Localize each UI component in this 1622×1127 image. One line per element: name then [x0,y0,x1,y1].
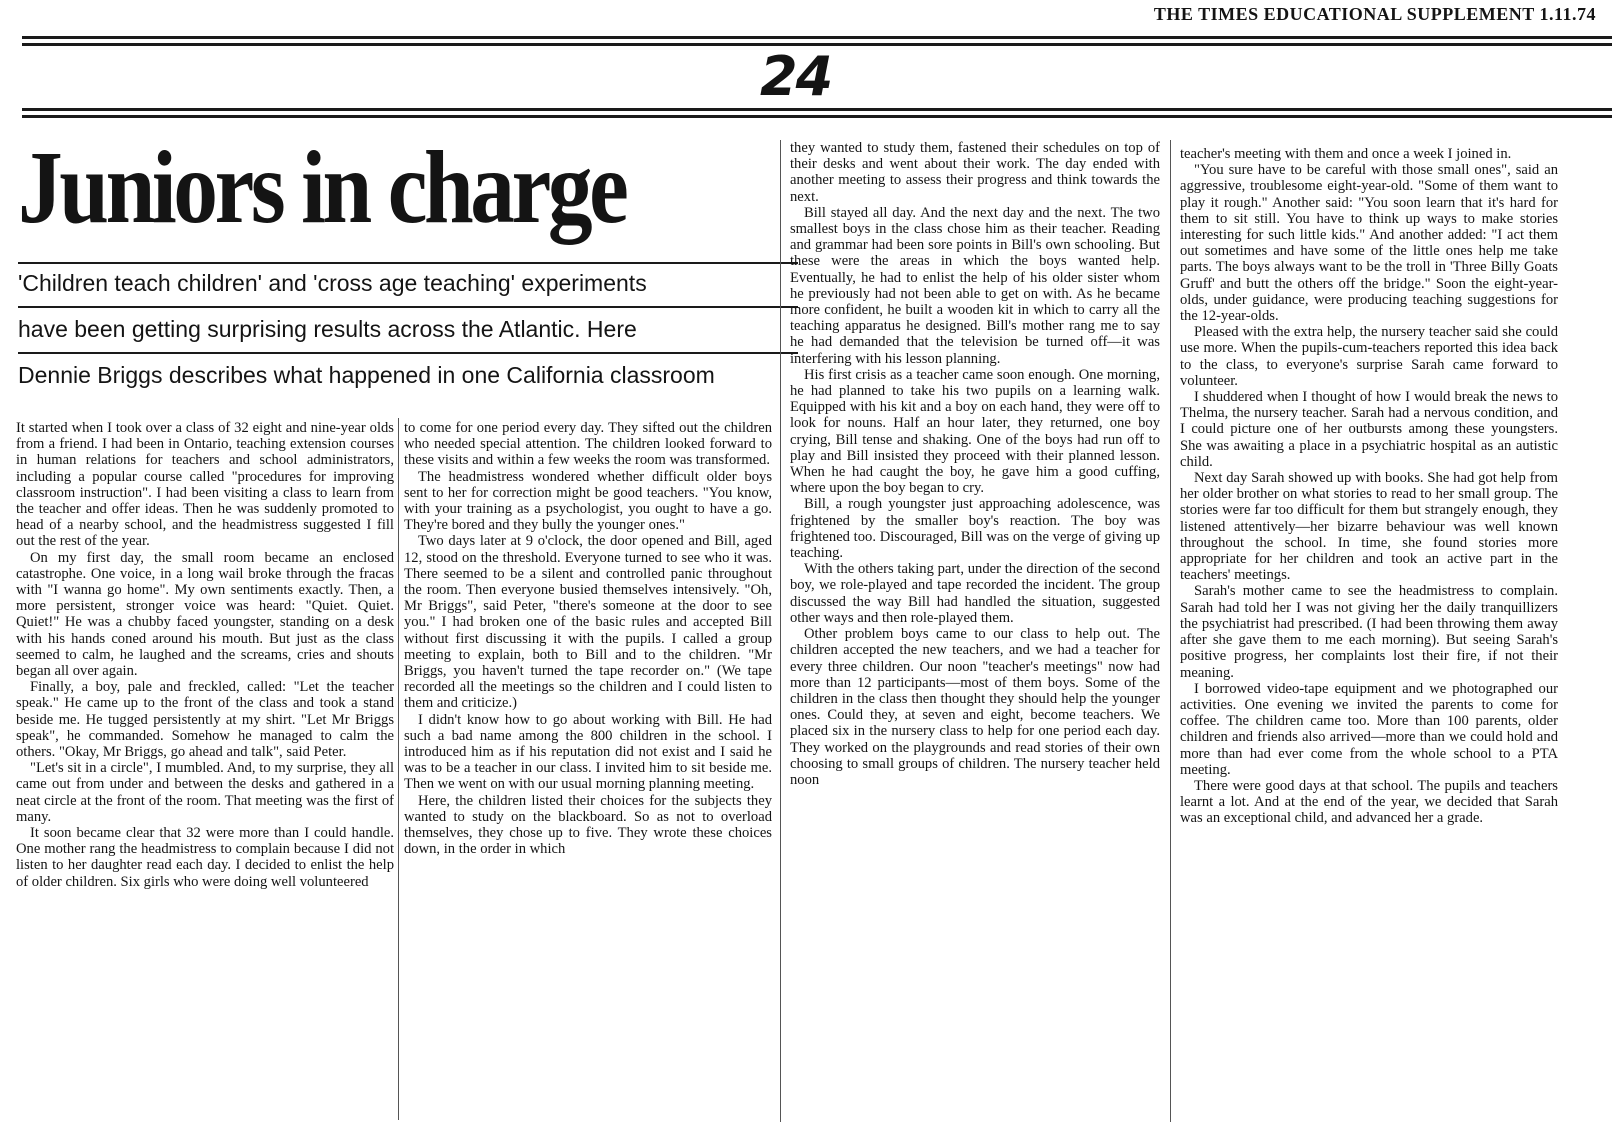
paragraph: "You sure have to be careful with those small ones", said an aggressive, troublesome eight-year-old. "Some of them want to play it rough." Another said: "You soon learn that it's hard for them to sit still. You have to think up ways to make stories interesting for such little kids." And another added: "I act them out sometimes and have some of the little ones help me take parts. The boys always want to be the troll in 'Three Billy Goats Gruff' and butt the others off the bridge." Soon the eight-year-olds, under guidance, were producing teaching suggestions for the 12-year-olds. [1180,162,1558,325]
standfirst-line-3: Dennie Briggs describes what happened in one California classroom [18,362,715,388]
column-divider [1170,140,1171,1122]
masthead: THE TIMES EDUCATIONAL SUPPLEMENT 1.11.74 [1153,4,1596,24]
headline: Juniors in charge [18,130,626,245]
paragraph: teacher's meeting with them and once a week I joined in. [1180,146,1512,162]
standfirst-rule [18,262,798,264]
paragraph: Two days later at 9 o'clock, the door opened and Bill, aged 12, stood on the threshold. Everyone turned to see who it was. There seemed to be a silent and controlled panic throughout the room. Then everyone busied themselves intensively. "Oh, Mr Briggs", said Peter, "there's someone at the door to see you." I had broken one of the basic rules and accepted Bill without first discussing it with the pupils. I called a group meeting to explain, both to Bill and to the children. "Mr Briggs, you haven't turned the tape recorder on." (We tape recorded all the meetings so the children and I could listen to them and criticize.) [404,533,772,712]
paragraph: There were good days at that school. The pupils and teachers learnt a lot. And at the end of the year, we decided that Sarah was an exceptional child, and advanced her a grade. [1180,777,1558,827]
paragraph: His first crisis as a teacher came soon enough. One morning, he had planned to take his two pupils on a learning walk. Equipped with his kit and a boy on each hand, they were off to look for nouns. Half an hour later, they returned, one boy crying, Bill tense and shaking. One of the boys had run off to play and Bill insisted they proceed with their planned lesson. When he had caught the boy, he gave him a good cuffing, where upon the boy began to cry. [790,366,1160,497]
paragraph: I shuddered when I thought of how I would break the news to Thelma, the nursery teacher. Sarah had a nervous condition, and I could picture one of her outbursts among these youngsters. She was awaiting a place in a psychiatric hospital as an autistic child. [1180,389,1558,470]
article-column-4 [1180,146,1558,1122]
paragraph: Bill, a rough youngster just approaching adolescence, was frightened by the smaller boy's reaction. The boy was frightened too. Discouraged, Bill was on the verge of giving up teaching. [790,496,1160,562]
paragraph: It started when I took over a class of 32 eight and nine-year olds from a friend. I had been in Ontario, teaching extension courses in human relations for teachers and school administrators, including a popular course called "procedures for improving classroom instruction". I had been visiting a class to learn from the teacher and offer ideas. Then he was suddenly promoted to head of a nearby school, and the headmistress suggested I fill out the rest of the year. [16,420,394,550]
paragraph: Next day Sarah showed up with books. She had got help from her older brother on what stories to read to her small group. The stories were far too difficult for them but strangely enough, they listened attentively—her bizarre behaviour was well known throughout the school. In time, she found stories more appropriate for her children and took an active part in the teachers' meetings. [1180,470,1558,584]
paragraph: Here, the children listed their choices for the subjects they wanted to study on the blackboard. So as not to overload themselves, they chose up to five. They wrote these choices down, in the order in which [404,792,772,858]
paragraph: It soon became clear that 32 were more than I could handle. One mother rang the headmistress to complain because I did not listen to her daughter read each day. I decided to enlist the help of older children. Six girls who were doing well volunteered [16,825,394,890]
column-divider [780,140,781,1122]
standfirst-line-1: 'Children teach children' and 'cross age teaching' experiments [18,270,647,296]
bottom-rule [22,108,1612,118]
paragraph: Sarah's mother came to see the headmistress to complain. Sarah had told her I was not giving her the daily tranquillizers the psychiatrist had prescribed. (I had been throwing them away after she gave them to me each morning). But seeing Sarah's positive progress, her complaints lost their fire, if not their meaning. [1180,583,1558,681]
paragraph: On my first day, the small room became an enclosed catastrophe. One voice, in a long wail broke through the fracas with "I wanna go home". My own sentiments exactly. Then, a more persistent, stronger voice was heard: "Quiet. Quiet. Quiet!" He was a chubby faced youngster, standing on a desk with his hands coned around his mouth. But just as the class seemed to calm, he laughed and the screams, cries and shouts began all over again. [16,549,394,680]
article-column-3 [790,140,1160,1122]
paragraph: Pleased with the extra help, the nursery teacher said she could use more. When the pupils-cum-teachers reported this idea back to the class, to everyone's surprise Sarah came forward to volunteer. [1180,324,1558,389]
paragraph: With the others taking part, under the direction of the second boy, we role-played and tape recorded the incident. The group discussed the way Bill had handled the situation, suggested other ways and then role-played them. [790,561,1160,626]
page-number: 24 [760,45,832,108]
paragraph: I didn't know how to go about working with Bill. He had such a bad name among the 800 children in the school. I introduced him as if his reputation did not exist and I said he was to be a teacher in our class. I invited him to sit beside me. Then we went on with our usual morning planning meeting. [404,711,772,793]
article-column-1 [16,420,394,1120]
standfirst-line-2: have been getting surprising results across the Atlantic. Here [18,316,637,342]
paragraph: Other problem boys came to our class to help out. The children accepted the new teachers, and we had a teacher for every three children. Our noon "teacher's meetings" now had more than 12 participants—most of them boys. Some of the children in the class then thought they should help the younger ones. Could they, at seven and eight, become teachers. We placed six in the nursery class to help for one period each day. They worked on the playgrounds and read stories of their own choosing to small groups of children. The nursery teacher held noon [790,626,1160,788]
paragraph: Bill stayed all day. And the next day and the next. The two smallest boys in the class chose him as their teacher. Reading and grammar had been sore points in Bill's own schooling. But these were the areas in which the boys wanted help. Eventually, he had to enlist the help of his older sister whom he previously had not been able to get on with. As he became more confident, he built a wooden kit in which to carry all the teaching apparatus he designed. Bill's mother rang me to say he had demanded that the television be turned off—it was interfering with his lesson planning. [790,204,1160,367]
paragraph: Finally, a boy, pale and freckled, called: "Let the teacher speak." He came up to the front of the class and took a stand beside me. He tugged persistently at my shirt. "Let Mr Briggs speak", he commanded. Somehow he managed to calm the others. "Okay, Mr Briggs, go ahead and talk", said Peter. [16,679,394,761]
standfirst-rule [18,352,798,354]
paragraph: they wanted to study them, fastened their schedules on top of their desks and went about their work. The day ended with another meeting to assess their progress and think towards the next. [790,140,1160,205]
paragraph: "Let's sit in a circle", I mumbled. And, to my surprise, they all came out from under and between the desks and gathered in a neat circle at the front of the room. That meeting was the first of many. [16,760,394,825]
paragraph: The headmistress wondered whether difficult older boys sent to her for correction might be good teachers. "You know, with your training as a psychologist, you ought to have a go. They're bored and they bully the younger ones." [404,468,772,534]
paragraph: I borrowed video-tape equipment and we photographed our activities. One evening we invited the parents to come for coffee. The children came too. More than 100 parents, older children and friends also arrived—more than we could hold and more than had ever come from the whole school to a PTA meeting. [1180,680,1558,778]
paragraph: to come for one period every day. They sifted out the children who needed special attention. The children looked forward to these visits and within a few weeks the room was transformed. [404,420,772,469]
article-column-2 [404,420,772,1120]
column-divider [398,418,399,1120]
standfirst-rule [18,306,798,308]
